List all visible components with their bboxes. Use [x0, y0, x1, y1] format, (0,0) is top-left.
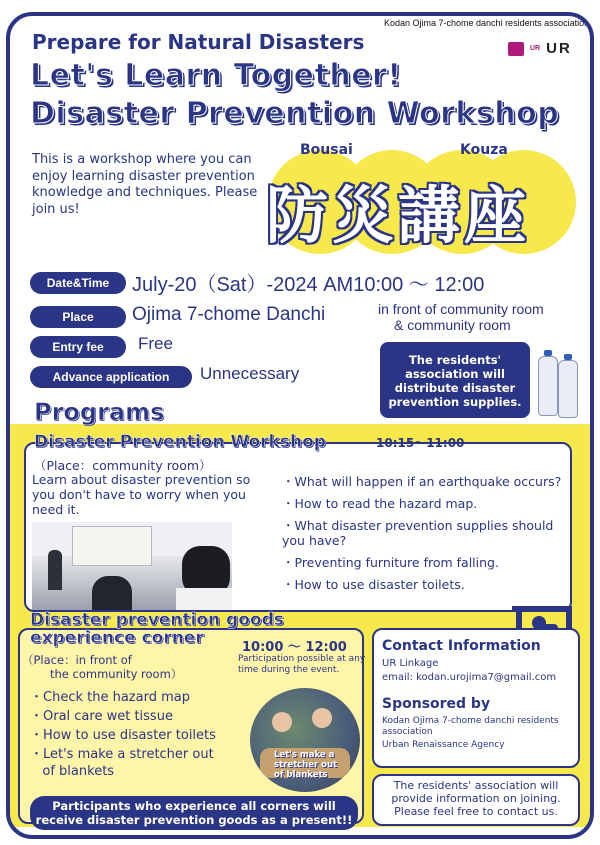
- place-label: Place: [30, 306, 126, 328]
- workshop-photo: [32, 522, 232, 610]
- place-note-2: & community room: [394, 317, 511, 333]
- stretcher-photo: [250, 688, 360, 792]
- apply-label: Advance application: [30, 366, 192, 388]
- workshop-bullet: ・How to read the hazard map.: [282, 496, 478, 511]
- contact-email: email: kodan.urojima7@gmail.com: [382, 672, 557, 683]
- workshop-time: 10:15～11:00: [376, 436, 465, 450]
- workshop-description: Learn about disaster prevention so you don't have to worry when you need it.: [32, 472, 251, 517]
- corner-bullet: ・How to use disaster toilets: [30, 728, 216, 743]
- join-info-box: [372, 774, 580, 826]
- date-label: Date&Time: [30, 272, 126, 294]
- join-info-text: The residents' association will provide information on joining. Please feel free to contact us.: [391, 779, 561, 818]
- ur-logo: [508, 40, 572, 57]
- corner-title-1: Disaster prevention goods: [30, 610, 284, 630]
- corner-bullet: ・Oral care wet tissue: [30, 709, 173, 724]
- sponsor-heading: Sponsored by: [382, 696, 491, 712]
- corner-bullet: ・Let's make a stretcher out: [30, 747, 214, 762]
- water-bottles-icon: [538, 350, 578, 422]
- corner-time: 10:00 ～ 12:00: [242, 640, 347, 655]
- workshop-place: （Place：community room）: [34, 458, 212, 473]
- intro-text: This is a workshop where you can enjoy learning disaster prevention knowledge and techniques. Please join us!: [32, 152, 258, 217]
- corner-bullet: ・Check the hazard map: [30, 690, 190, 705]
- corner-place-2: the community room）: [50, 667, 183, 681]
- kanji-title: 防災講座: [266, 179, 531, 252]
- title-line-2: Disaster Prevention Workshop: [30, 96, 560, 131]
- supplies-notice: [380, 342, 530, 418]
- corner-time-note: Participation possible at any time during the event.: [238, 654, 366, 675]
- place-value: Ojima 7-chome Danchi: [132, 304, 326, 325]
- workshop-bullet: ・How to use disaster toilets.: [282, 577, 465, 592]
- stretcher-photo-caption: Let's make a stretcher out of blankets: [274, 750, 338, 780]
- furigana-bousai: Bousai: [300, 142, 353, 158]
- corner-bullet: of blankets: [30, 764, 115, 779]
- programs-heading: Programs: [34, 398, 165, 426]
- date-value: July-20（Sat）-2024 AM10:00 ～ 12:00: [132, 274, 485, 296]
- fee-label: Entry fee: [30, 336, 126, 358]
- contact-box: [372, 628, 580, 768]
- ur-logo-text: UR: [546, 40, 572, 57]
- corner-bullets: [30, 690, 250, 779]
- sponsor-1: Kodan Ojima 7-chome danchi residents association: [382, 716, 559, 737]
- corner-place-1: （Place：in front of: [22, 653, 132, 667]
- flyer-frame: [6, 12, 594, 839]
- workshop-bullet: ・What will happen if an earthquake occurs?: [282, 474, 562, 489]
- workshop-bullets: [282, 474, 578, 592]
- place-note-1: in front of community room: [378, 301, 544, 317]
- ur-logo-small-text: UR: [530, 45, 541, 52]
- corner-title-2: experience corner: [30, 628, 204, 648]
- ur-logo-icon: [508, 42, 524, 56]
- sponsor-2: Urban Renaissance Agency: [382, 740, 505, 750]
- contact-heading: Contact Information: [382, 638, 541, 654]
- apply-value: Unnecessary: [200, 364, 300, 383]
- workshop-bullet: ・What disaster prevention supplies should you have?: [282, 518, 554, 548]
- prepare-heading: Prepare for Natural Disasters: [32, 30, 365, 54]
- title-line-1: Let's Learn Together!: [30, 58, 402, 93]
- supplies-notice-text: The residents' association will distribute disaster prevention supplies.: [388, 353, 522, 409]
- association-name-top: Kodan Ojima 7-chome danchi residents association: [384, 18, 590, 28]
- present-banner: Participants who experience all corners will receive disaster prevention goods as a present!!: [30, 796, 358, 830]
- contact-org: UR Linkage: [382, 658, 439, 669]
- furigana-kouza: Kouza: [460, 142, 508, 158]
- workshop-bullet: ・Preventing furniture from falling.: [282, 555, 499, 570]
- fee-value: Free: [138, 334, 173, 353]
- workshop-title: Disaster Prevention Workshop: [34, 432, 326, 452]
